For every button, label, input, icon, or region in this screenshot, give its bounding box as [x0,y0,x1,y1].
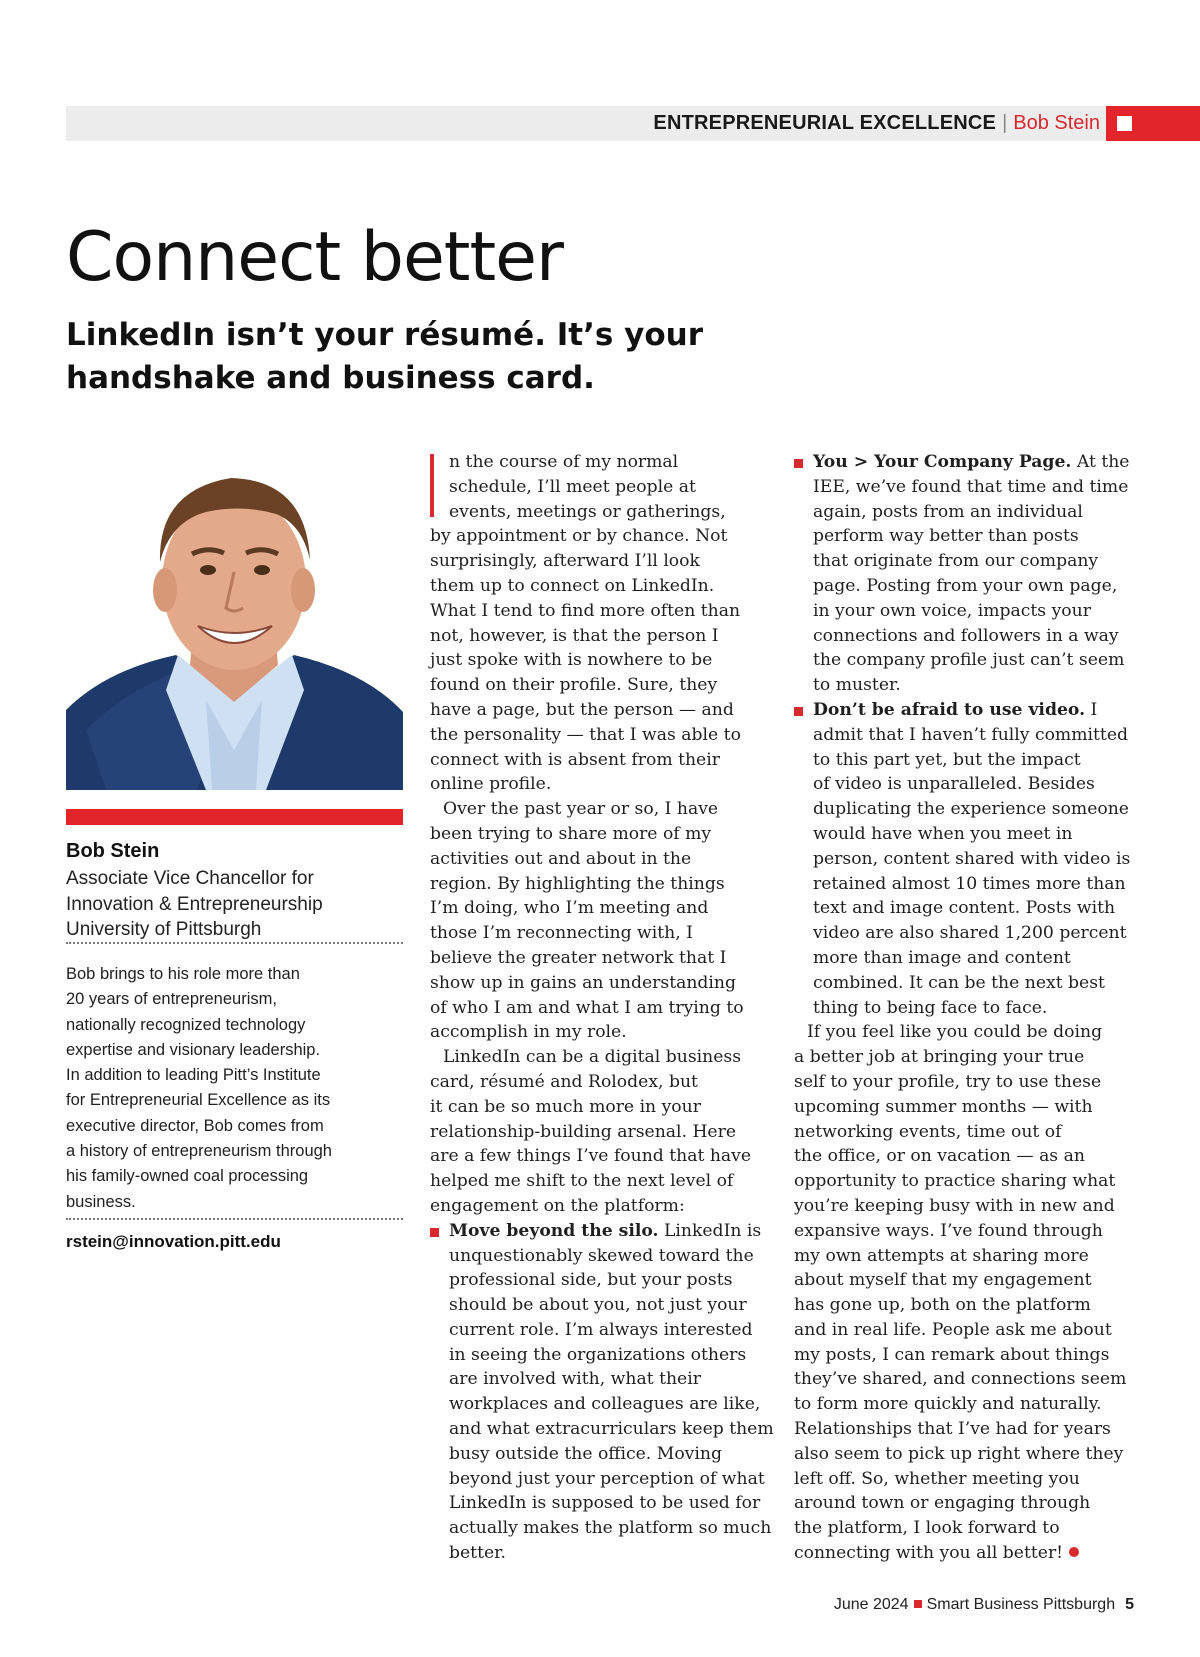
line-text: about myself that my engagement [794,1270,1092,1291]
line-text: are involved with, what their [449,1369,701,1390]
article-line [430,1244,770,1269]
line-text: retained almost 10 times more than [813,873,1126,894]
article-line [794,1467,1139,1492]
line-text: show up in gains an understanding [430,972,737,993]
line-text: in your own voice, impacts your [813,600,1091,621]
article-line [794,772,1139,797]
article-line [794,896,1139,921]
article-line [430,1169,770,1194]
line-text: you’re keeping busy with in new and [794,1195,1115,1216]
article-line [430,549,770,574]
article-line [794,1144,1139,1169]
line-text: activities out and about in the [430,848,692,869]
bullet-heading: Don’t be afraid to use video. [813,699,1086,720]
line-text: person, content shared with video is [813,848,1131,869]
line-text: been trying to share more of my [430,823,712,844]
article-line [430,1467,770,1492]
line-text: the company profile just can’t seem [813,650,1125,671]
line-text: If you feel like you could be doing [807,1022,1103,1043]
line-text: connect with is absent from their [430,749,720,770]
article-line [794,1244,1139,1269]
article-line [430,723,770,748]
bullet-line [430,1219,770,1244]
article-line [794,847,1139,872]
article-line [430,1070,770,1095]
line-text: Relationships that I’ve had for years [794,1419,1111,1440]
bio-text-line: Bob brings to his role more than [66,965,300,983]
bio-divider [66,1218,403,1220]
article-line [794,822,1139,847]
line-text: found on their profile. Sure, they [430,675,718,696]
bio-text-line: 20 years of entrepreneurism, [66,990,277,1009]
line-text: beyond just your perception of what [449,1468,765,1489]
line-text: I [1085,699,1098,720]
article-line [430,847,770,872]
line-text: have a page, but the person — and [430,699,734,720]
article-line [794,648,1139,673]
bio-text-line: In addition to leading Pitt’s Institute [66,1066,321,1085]
line-text: I’m doing, who I’m meeting and [430,898,709,919]
bio-text-line: business. [66,1192,136,1211]
article-line [794,946,1139,971]
bio-divider [66,942,403,944]
article-line [430,1343,770,1368]
section-header [653,106,1100,141]
bio-text-line: for Entrepreneurial Excellence as its [66,1091,331,1110]
line-text: unquestionably skewed toward the [449,1245,754,1266]
line-text: to muster. [813,675,901,696]
article-line [794,475,1139,500]
article-line [430,1392,770,1417]
article-line [430,748,770,773]
article-line [794,723,1139,748]
line-text: not, however, is that the person I [430,625,719,646]
article-line [794,1392,1139,1417]
article-title: Connect better [66,218,563,297]
line-text: expansive ways. I’ve found through [794,1220,1103,1241]
line-text: should be about you, not just your [449,1295,747,1316]
line-text: it can be so much more in your [430,1096,701,1117]
line-text: duplicating the experience someone [813,799,1129,820]
bio-name: Bob Stein [66,840,160,862]
article-line [794,1070,1139,1095]
article-line [430,1268,770,1293]
line-text: connections and followers in a way [813,625,1119,646]
bio-text-line: his family-owned coal processing [66,1167,309,1186]
line-text: better. [449,1543,506,1564]
line-text: professional side, but your posts [449,1270,733,1291]
article-line [430,1194,770,1219]
article-line [794,599,1139,624]
article-line [430,1417,774,1442]
line-text: thing to being face to face. [813,997,1048,1018]
line-text: also seem to pick up right where they [794,1443,1124,1464]
line-text: that originate from our company [813,551,1099,572]
article-line [794,1095,1139,1120]
line-text: them up to connect on LinkedIn. [430,575,715,596]
line-text: combined. It can be the next best [813,972,1105,993]
line-text: online profile. [430,774,552,795]
bio-text-line: executive director, Bob comes from [66,1116,324,1135]
article-line [794,1318,1139,1343]
end-mark-icon [1069,1547,1079,1557]
photo-accent-bar [66,809,403,825]
line-text: opportunity to practice sharing what [794,1171,1116,1192]
article-line [430,673,770,698]
bio-role-line: University of Pittsburgh [66,919,262,940]
article-line [794,500,1139,525]
bullet-square-icon [430,1228,439,1237]
bio-text-line: a history of entrepreneurism through [66,1142,332,1161]
page-footer [834,1596,1134,1614]
line-text: card, résumé and Rolodex, but [430,1071,698,1092]
article-line [794,1442,1139,1467]
line-text: to form more quickly and naturally. [794,1394,1102,1415]
line-text: upcoming summer months — with [794,1096,1093,1117]
header-separator: | [1002,112,1008,134]
line-text: LinkedIn is supposed to be used for [449,1493,761,1514]
line-text: video are also shared 1,200 percent [813,923,1127,944]
line-text: connecting with you all better! [794,1543,1064,1564]
article-line [794,1417,1139,1442]
line-text: events, meetings or gatherings, [449,501,726,522]
author-photo [66,450,403,790]
article-line [430,500,770,525]
author-email-link[interactable]: rstein@innovation.pitt.edu [66,1232,281,1251]
article-line [430,1144,770,1169]
line-text: LinkedIn can be a digital business [443,1047,742,1068]
article-line [794,549,1139,574]
article-line [430,574,770,599]
line-text: workplaces and colleagues are like, [449,1394,761,1415]
line-text: more than image and content [813,947,1071,968]
article-line [430,896,770,921]
header-author: Bob Stein [1013,112,1100,134]
line-text: believe the greater network that I [430,947,727,968]
article-line [430,797,770,822]
line-text: to this part yet, but the impact [813,749,1081,770]
article-line [430,698,770,723]
bullet-line [794,450,1139,475]
article-line [430,772,770,797]
article-line [794,1268,1139,1293]
article-line [794,748,1139,773]
line-text: the office, or on vacation — as an [794,1146,1085,1167]
line-text: those I’m reconnecting with, I [430,923,693,944]
line-text: perform way better than posts [813,526,1079,547]
line-text: Over the past year or so, I have [443,799,719,820]
article-line [430,971,770,996]
line-text: a better job at bringing your true [794,1047,1085,1068]
article-line [430,946,770,971]
article-line [794,797,1139,822]
line-text: current role. I’m always interested [449,1319,753,1340]
article-line [794,921,1139,946]
article-line [794,971,1139,996]
line-text: around town or engaging through [794,1493,1091,1514]
line-text: What I tend to find more often than [430,600,741,621]
article-line [794,1343,1139,1368]
line-text: actually makes the platform so much [449,1518,772,1539]
line-text: admit that I haven’t fully committed [813,724,1129,745]
article-line [430,1318,770,1343]
line-text: of who I am and what I am trying to [430,997,744,1018]
line-text: IEE, we’ve found that time and time [813,476,1129,497]
line-text: helped me shift to the next level of [430,1171,734,1192]
article-line [430,648,770,673]
line-text: relationship-building arsenal. Here [430,1121,736,1142]
article-line [430,1045,770,1070]
line-text: they’ve shared, and connections seem [794,1369,1127,1390]
line-text: accomplish in my role. [430,1022,627,1043]
article-line [794,1020,1139,1045]
bio-role [66,866,406,943]
article-line [430,1293,770,1318]
line-text: the personality — that I was able to [430,724,741,745]
line-text: the platform, I look forward to [794,1518,1060,1539]
page-number: 5 [1125,1596,1134,1613]
line-text: LinkedIn is [658,1220,762,1241]
line-text: my own attempts at sharing more [794,1245,1089,1266]
article-column-2 [794,450,1139,1566]
bullet-line [794,698,1139,723]
article-line [794,673,1139,698]
article-line [430,1491,770,1516]
article-line [430,872,770,897]
article-line [430,996,770,1021]
article-line [794,996,1139,1021]
line-text: self to your profile, try to use these [794,1071,1102,1092]
line-text: text and image content. Posts with [813,898,1116,919]
line-text: engagement on the platform: [430,1195,685,1216]
bullet-heading: Move beyond the silo. [449,1220,659,1241]
line-text: by appointment or by chance. Not [430,526,728,547]
article-line [794,524,1139,549]
article-line [794,1516,1139,1541]
article-line [430,624,770,649]
line-text: schedule, I’ll meet people at [449,476,696,497]
article-line [794,1491,1139,1516]
article-line [430,1095,770,1120]
footer-square-icon [914,1600,922,1608]
article-line [430,1120,770,1145]
article-line [794,1367,1139,1392]
header-square-icon [1117,116,1132,131]
article-line [794,1045,1139,1070]
bio-role-line: Innovation & Entrepreneurship [66,893,323,915]
article-subtitle: LinkedIn isn’t your résumé. It’s your handshake and business card. [66,317,703,396]
line-text: At the [1071,452,1130,472]
article-line [430,1020,770,1045]
article-line [430,1516,770,1541]
line-text: my posts, I can remark about things [794,1344,1110,1365]
line-text: of video is unparalleled. Besides [813,774,1095,795]
bio-text-line: nationally recognized technology [66,1015,306,1034]
article-line [794,1169,1139,1194]
line-text: would have when you meet in [813,823,1073,844]
bio-text-line: expertise and visionary leadership. [66,1040,321,1059]
line-text: has gone up, both on the platform [794,1295,1091,1316]
bullet-heading: You > Your Company Page. [813,452,1072,472]
article-line [430,524,770,549]
article-line [794,1120,1139,1145]
bullet-square-icon [794,707,803,716]
line-text: and in real life. People ask me about [794,1319,1112,1340]
article-line [794,1194,1139,1219]
bullet-square-icon [794,459,803,468]
article-column-1 [430,450,774,1566]
bio-text [66,962,403,1215]
article-line [794,574,1139,599]
line-text: page. Posting from your own page, [813,575,1118,596]
author-portrait-icon [66,450,403,790]
article-line [794,1219,1139,1244]
line-text: left off. So, whether meeting you [794,1468,1080,1489]
line-text: in seeing the organizations others [449,1344,747,1365]
bio-role-line: Associate Vice Chancellor for [66,868,314,889]
article-line [430,1541,770,1566]
footer-publication: Smart Business Pittsburgh [926,1596,1116,1613]
article-line [430,1367,770,1392]
article-line [430,475,770,500]
footer-date: June 2024 [833,1596,909,1613]
line-text: again, posts from an individual [813,501,1083,522]
line-text: n the course of my normal [449,452,679,472]
line-text: region. By highlighting the things [430,873,725,894]
article-line [430,450,770,475]
section-name: ENTREPRENEURIAL EXCELLENCE [653,112,997,134]
article-line [430,822,770,847]
article-line [794,872,1139,897]
article-line [794,624,1139,649]
line-text: and what extracurriculars keep them [449,1419,774,1440]
line-text: surprisingly, afterward I’ll look [430,551,700,572]
line-text: networking events, time out of [794,1121,1062,1142]
line-text: just spoke with is nowhere to be [430,650,713,671]
article-line [794,1293,1139,1318]
article-line [430,921,770,946]
article-line [794,1541,1139,1566]
line-text: busy outside the office. Moving [449,1443,722,1464]
article-line [430,1442,770,1467]
line-text: are a few things I’ve found that have [430,1146,752,1167]
article-line [430,599,770,624]
